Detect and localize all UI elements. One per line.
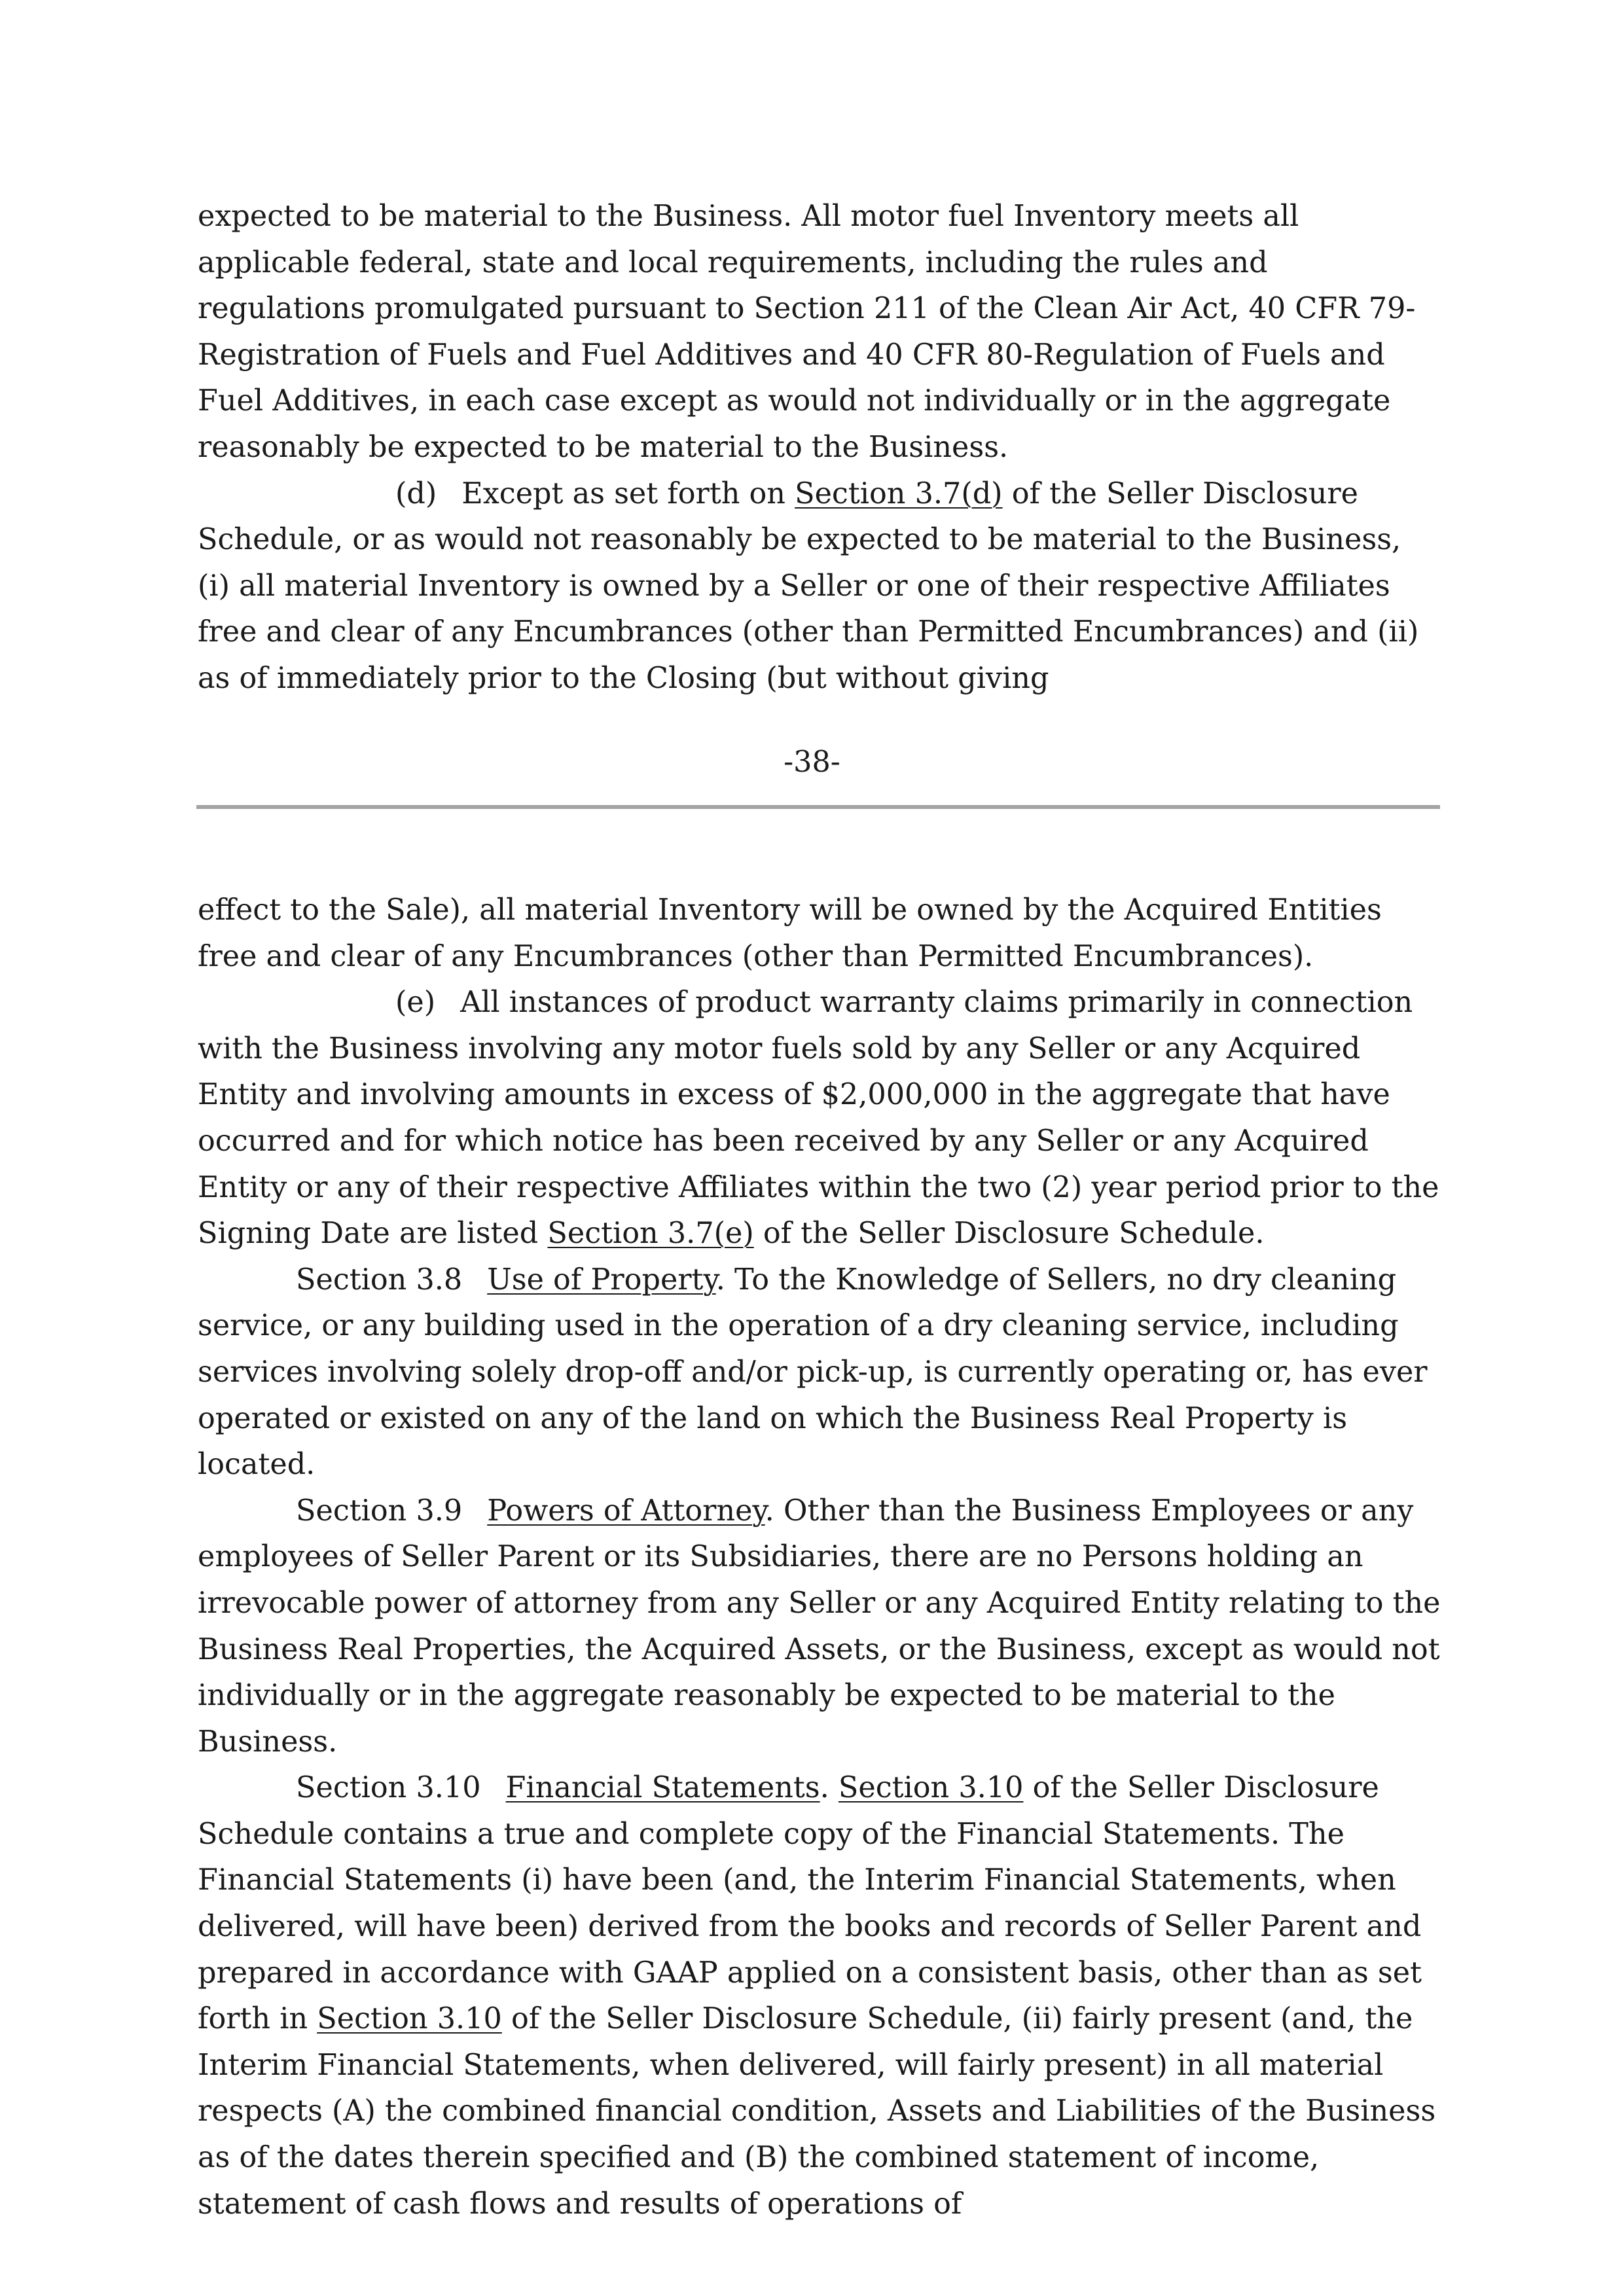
section-3-9-text: . Other than the Business Employees or any employees of Seller Parent or its Subsidiaries, there are no Persons holding an irrevocable power of attorney from any Seller or any Acquired Entity relating to the Business Real Properties, the Acquired Assets, or the Business, except as would not individually or in the aggregate reasonably be expected to be material to the Business. [198,1494,1441,1759]
page-38-body [198,194,1441,702]
section-3-10 [198,1765,1441,2227]
clause-e-text: All instances of product warranty claims primarily in connection with the Business involving any motor fuels sold by any Seller or any Acquired Entity and involving amounts in excess of $2,000,000 in the aggregate that have occurred and for which notice has been received by any Seller or any Acquired Entity or any of their respective Affiliates within the two (2) year period prior to the Signing Date are listed [198,986,1439,1251]
section-3-10-number: Section 3.10 [296,1771,481,1805]
section-3-8-text: . To the Knowledge of Sellers, no dry cleaning service, or any building used in the operation of a dry cleaning service, including services involving solely drop-off and/or pick-up, is currently operating or, has ever operated or existed on any of the land on which the Business Real Property is located. [198,1263,1428,1482]
section-3-10-separator: . [820,1771,839,1805]
section-3-7e-reference: Section 3.7(e) [547,1217,754,1251]
clause-e-label: (e) [395,986,436,1020]
section-3-10-text-1: of the Seller Disclosure Schedule contains a true and complete copy of the Financial Statements. The Financial Statements (i) have been (and, the Interim Financial Statements, when delivered, will have been) derived from the books and records of Seller Parent and prepared in accordance with GAAP applied on a consistent basis, other than as set forth in [198,1771,1422,2036]
clause-d-text-before: Except as set forth on [461,476,795,511]
clause-e [198,980,1441,1257]
continued-paragraph: expected to be material to the Business. All motor fuel Inventory meets all applicable federal, state and local requirements, including the rules and regulations promulgated pursuant to Section 211 of the Clean Air Act, 40 CFR 79-Registration of Fuels and Fuel Additives and 40 CFR 80-Regulation of Fuels and Fuel Additives, in each case except as would not individually or in the aggregate reasonably be expected to be material to the Business. [198,200,1416,464]
clause-d-text-after: of the Seller Disclosure Schedule, or as would not reasonably be expected to be material to the Business, (i) all material Inventory is owned by a Seller or one of their respective Affiliates free and clear of any Encumbrances (other than Permitted Encumbrances) and (ii) as of immediately prior to the Closing (but without giving [198,476,1419,695]
section-3-8-heading: Use of Property [487,1263,716,1297]
section-3-8-number: Section 3.8 [296,1263,463,1297]
section-3-9 [198,1488,1441,1766]
clause-e-text-after: of the Seller Disclosure Schedule. [753,1217,1265,1251]
section-3-9-number: Section 3.9 [296,1494,463,1528]
page-39-body [198,888,1441,2227]
clause-d-label: (d) [395,476,437,511]
section-3-8 [198,1257,1441,1488]
continued-paragraph: effect to the Sale), all material Inventory will be owned by the Acquired Entities free and clear of any Encumbrances (other than Permitted Encumbrances). [198,893,1382,973]
section-3-9-heading: Powers of Attorney [487,1494,765,1528]
section-3-10-reference: Section 3.10 [838,1771,1024,1805]
section-3-10-reference-2: Section 3.10 [317,2002,502,2036]
page-number: -38- [784,745,840,779]
clause-d [198,471,1441,702]
section-3-10-heading: Financial Statements [505,1771,820,1805]
page-divider [196,805,1440,809]
section-3-7d-reference: Section 3.7(d) [795,476,1003,511]
section-3-10-text-2: of the Seller Disclosure Schedule, (ii) fairly present (and, the Interim Financial Statements, when delivered, will fairly present) in all material respects (A) the combined financial condition, Assets and Liabilities of the Business as of the dates therein specified and (B) the combined statement of income, statement of cash flows and results of operations of [198,2002,1436,2221]
